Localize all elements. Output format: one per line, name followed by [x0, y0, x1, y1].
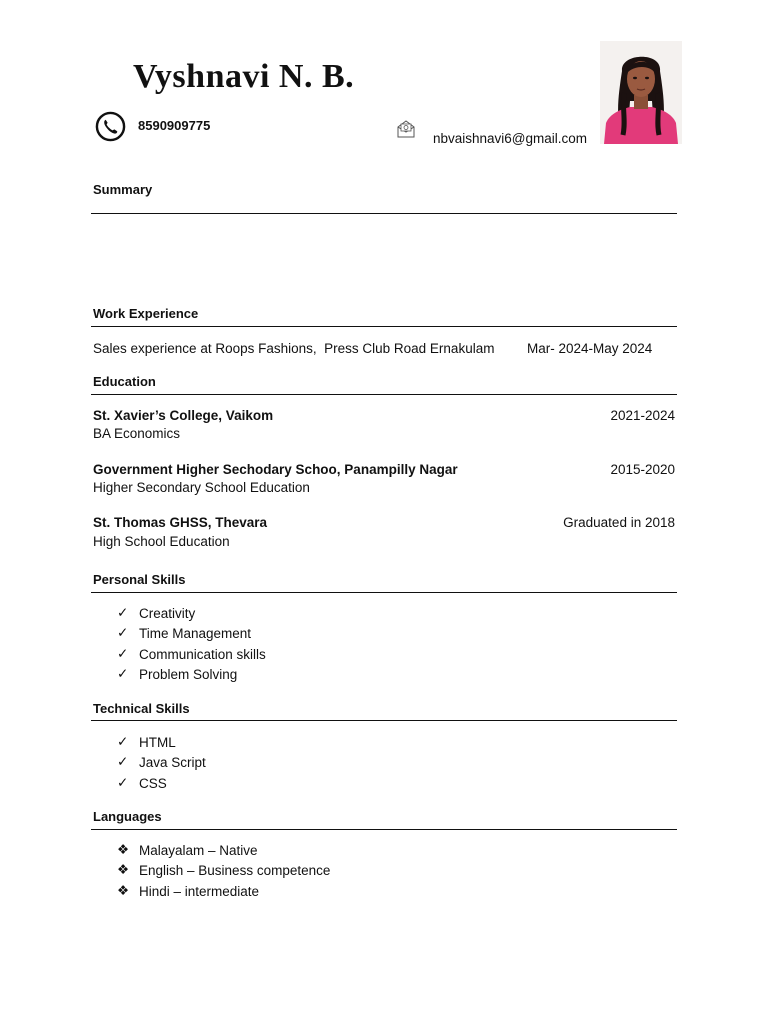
work-experience-heading: Work Experience [93, 306, 199, 321]
checkmark-icon: ✓ [117, 605, 129, 620]
education-course: High School Education [93, 534, 230, 549]
personal-skills-heading: Personal Skills [93, 572, 186, 587]
checkmark-icon: ✓ [117, 734, 129, 749]
education-school: Government Higher Sechodary Schoo, Panampilly Nagar [93, 462, 458, 477]
candidate-name: Vyshnavi N. B. [133, 58, 355, 95]
work-dates: Mar- 2024-May 2024 [527, 341, 653, 356]
education-heading: Education [93, 374, 156, 389]
skill-label: Creativity [139, 606, 196, 621]
technical-skills-heading: Technical Skills [93, 701, 190, 716]
education-school: St. Xavier’s College, Vaikom [93, 408, 274, 423]
skill-label: HTML [139, 735, 176, 750]
checkmark-icon: ✓ [117, 646, 129, 661]
phone-number: 8590909775 [138, 118, 211, 133]
work-entry: Sales experience at Roops Fashions, Press Club Road Ernakulam [93, 341, 495, 356]
profile-photo [600, 41, 682, 144]
checkmark-icon: ✓ [117, 666, 129, 681]
skill-label: Java Script [139, 755, 206, 770]
diamond-bullet-icon: ❖ [117, 883, 130, 898]
work-experience-divider [91, 326, 677, 327]
education-years: 2021-2024 [610, 408, 675, 423]
summary-heading: Summary [93, 182, 153, 197]
language-label: English – Business competence [139, 863, 331, 878]
skill-label: Time Management [139, 626, 252, 641]
skill-label: Problem Solving [139, 667, 238, 682]
diamond-bullet-icon: ❖ [117, 862, 130, 877]
languages-heading: Languages [93, 809, 162, 824]
education-course: BA Economics [93, 426, 181, 441]
checkmark-icon: ✓ [117, 754, 129, 769]
education-years: Graduated in 2018 [563, 515, 675, 530]
skill-label: Communication skills [139, 647, 266, 662]
education-years: 2015-2020 [610, 462, 675, 477]
summary-divider [91, 213, 677, 214]
personal-skills-divider [91, 592, 677, 593]
skill-label: CSS [139, 776, 167, 791]
phone-icon [95, 111, 126, 142]
checkmark-icon: ✓ [117, 625, 129, 640]
education-school: St. Thomas GHSS, Thevara [93, 515, 268, 530]
checkmark-icon: ✓ [117, 775, 129, 790]
language-label: Hindi – intermediate [139, 884, 260, 899]
education-course: Higher Secondary School Education [93, 480, 310, 495]
education-divider [91, 394, 677, 395]
language-label: Malayalam – Native [139, 843, 258, 858]
diamond-bullet-icon: ❖ [117, 842, 130, 857]
technical-skills-divider [91, 720, 677, 721]
email-address: nbvaishnavi6@gmail.com [433, 131, 588, 146]
languages-divider [91, 829, 677, 830]
mail-icon [396, 119, 416, 139]
portrait-illustration [600, 41, 682, 144]
